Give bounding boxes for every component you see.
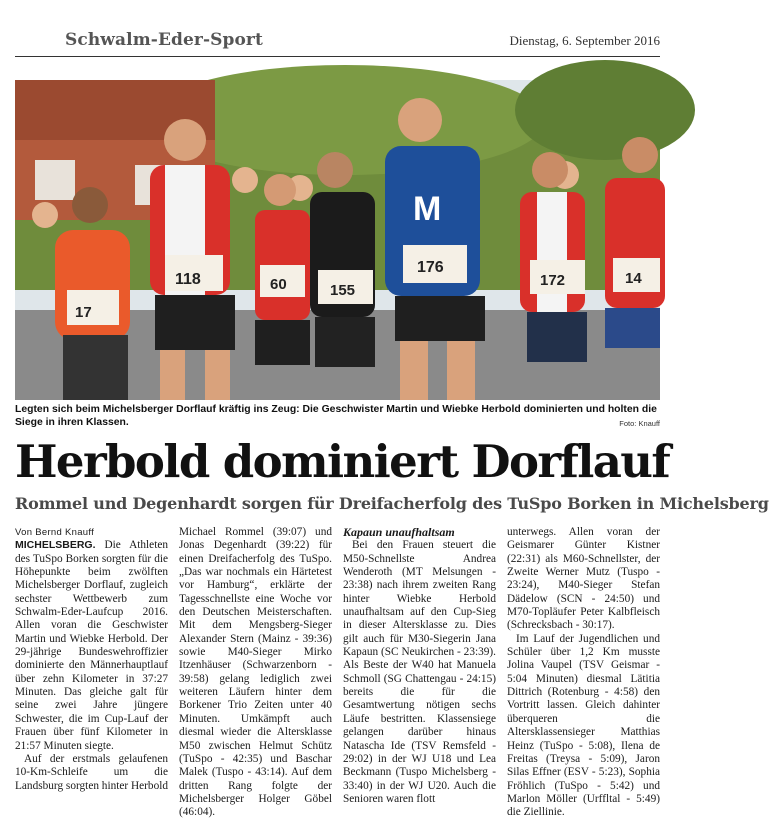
article-paragraph: Auf der erstmals gelaufenen 10-Km-Schleife um die Landsburg sorgten hinter Herbold (15, 752, 169, 792)
bib-number: 155 (330, 282, 356, 299)
bib-number: 172 (540, 272, 566, 289)
section-title: Schwalm-Eder-Sport (65, 30, 263, 50)
bib-number: 118 (175, 271, 201, 288)
race-photo (15, 80, 660, 400)
article-column-1 (15, 526, 168, 793)
photo-credit: Foto: Knauff (619, 419, 660, 428)
bib-number: 60 (270, 276, 287, 293)
svg-text:M: M (413, 190, 442, 228)
article-column-4 (507, 526, 660, 820)
byline: Von Bernd Knauff (15, 527, 95, 538)
article-paragraph (15, 539, 168, 753)
article-paragraph: Michael Rommel (39:07) und Jonas Degenhardt (39:22) für einen Dreifacherfolg des TuSpo. „Das war nochmals ein Härtetest vor Hamburg“, erklärte der Tagesschnellste eine Woche vor den Deutschen Meisterschaften. Mit dem Mengsberg-Sieger Alexander Stern (Mainz - 39:36) sowie M40-Sieger Mirko Itzenhäuser (Schwarzenborn - 39:58) gelang lediglich zwei weiteren Läufern hinter dem Borkener Trio Zeiten unter 40 Minuten. Umkämpft auch diesmal wieder die Altersklasse M50 zwischen Helmut Schütz (TuSpo - 42:35) und Baschar Malek (Tuspo - 43:14). Auf dem dritten Rang folgte der Michelsberger Holger Göbel (46:04). (179, 526, 332, 819)
article-paragraph: Bei den Frauen steuert die M50-Schnellste Andrea Wenderoth (MT Melsungen - 23:38) nach ihrem zweiten Rang hinter Wiebke Herbold unaufhaltsam auf den Cup-Sieg in dieser Altersklasse zu. Dies gilt auch für M30-Siegerin Jana Kapaun (SC Neukirchen - 23:39). Als Beste der W40 hat Manuela Schmoll (SG Chattengau - 24:15) bereits die für die Gesamtwertung nötigen sechs Läufe bestritten. Klassensiege gelangen darüber hinaus Natascha Ide (TSV Remsfeld - 29:02) in der WJ U18 und Lea Beckmann (Tuspo Michelsberg - 33:40) in der WJ U20. Auch die Senioren waren flott (343, 539, 496, 805)
bib-number: 14 (625, 270, 642, 287)
dateline: MICHELSBERG. (15, 539, 96, 552)
page-header (15, 30, 660, 57)
bib-number: 17 (75, 304, 92, 321)
article-text: Die Athleten des TuSpo Borken sorgten für die Höhepunkte beim zwölften Michelsberger Dorflauf, zugleich sechster Wettbewerb zum Schwalm-Eder-Laufcup 2016. Allen voran die Geschwister Martin und Wiebke Herbold. Der 29-jährige Bundeswehroffizier dominierte den Männerhauptlauf über zehn Kilometer in 37:27 Minuten. Das gleiche galt für seine zwei Jahre jüngere Schwester, die im Cup-Lauf der Frauen über fünf Kilometer in 21:57 Minuten siegte. (15, 539, 168, 752)
article-column-2 (179, 526, 332, 820)
photo-caption: Legten sich beim Michelsberger Dorflauf kräftig ins Zeug: Die Geschwister Martin und Wiebke Herbold dominierten und holten die Siege in ihren Klassen. (15, 404, 657, 428)
bib-number: 176 (417, 259, 444, 276)
race-photo-illustration (15, 80, 660, 400)
subheadline: Rommel und Degenhardt sorgen für Dreifacherfolg des TuSpo Borken in Michelsberg (15, 494, 769, 513)
article-column-3 (343, 526, 496, 806)
issue-date: Dienstag, 6. September 2016 (509, 33, 660, 48)
article-paragraph: unterwegs. Allen voran der Geismarer Günter Kistner (22:31) als M60-Schnellster, der Zweite Werner Mutz (Tuspo - 23:24), M40-Sieger Stefan Dädelow (SCN - 24:50) und M70-Topläufer Peter Kalbfleisch (Schrecksbach - 30:17). (507, 526, 660, 632)
article-subhead: Kapaun unaufhaltsam (343, 525, 455, 539)
article-paragraph: Im Lauf der Jugendlichen und Schüler über 1,2 Km musste Jolina Vaupel (TSV Geismar - 5:04 Minuten) diesmal Lätitia Dittrich (Rotenburg - 4:58) den Vortritt lassen. Gleich dahinter überqueren die Altersklassensieger Matthias Heinz (TuSpo - 5:08), Ilena de Freitas (Treysa - 5:09), Jaron Silas Effner (ESV - 5:23), Sophia Fröhlich (TuSpo - 5:42) und Marlon Möller (Urffltal - 5:49) die Ziellinie. (507, 632, 660, 819)
headline: Herbold dominiert Dorflauf (15, 435, 670, 488)
